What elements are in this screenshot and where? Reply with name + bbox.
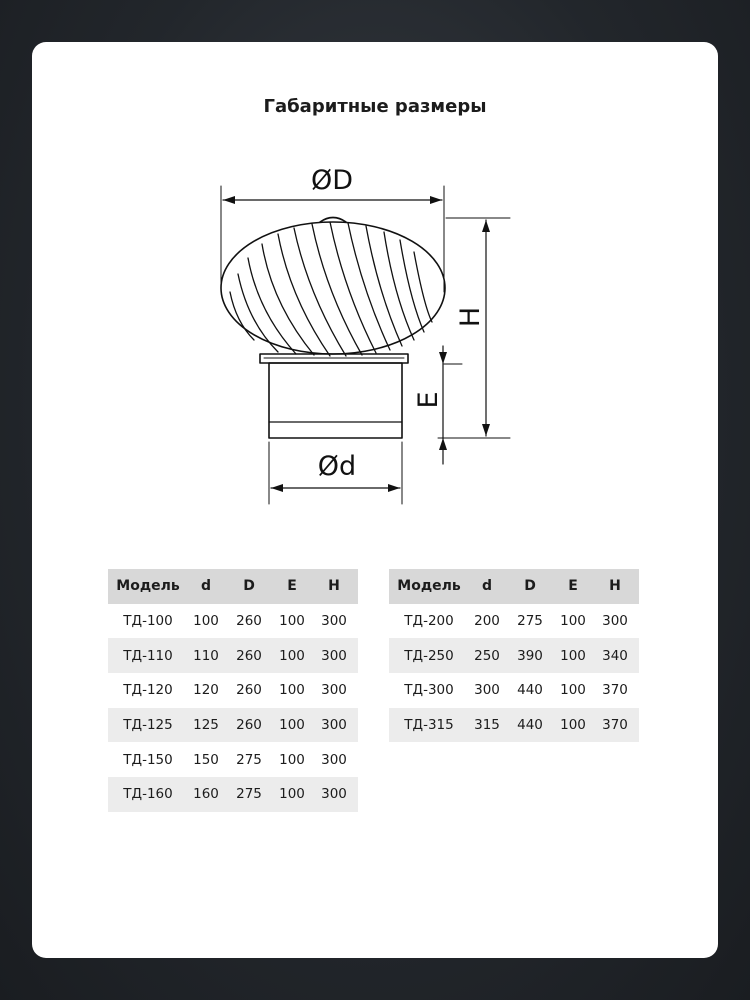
header-H: H xyxy=(609,578,621,595)
cell-d: 150 xyxy=(193,751,219,768)
cell-D: 390 xyxy=(517,647,543,664)
cell-E: 100 xyxy=(279,613,305,630)
cell-d: 250 xyxy=(474,647,500,664)
socket-height-label: E xyxy=(413,391,444,409)
cell-d: 110 xyxy=(193,647,219,664)
cell-D: 260 xyxy=(236,682,262,699)
cell-d: 120 xyxy=(193,682,219,699)
header-model: Модель xyxy=(116,578,180,595)
cell-d: 300 xyxy=(474,682,500,699)
table-row xyxy=(108,777,358,812)
cell-model: ТД-120 xyxy=(123,682,173,699)
cell-d: 315 xyxy=(474,717,500,734)
header-D: D xyxy=(243,578,255,595)
inner-diameter-label: Ød xyxy=(317,451,357,482)
spec-table-left xyxy=(108,569,358,812)
table-row xyxy=(108,708,358,743)
cell-H: 300 xyxy=(321,717,347,734)
table-row xyxy=(389,638,639,673)
header-E: E xyxy=(568,578,578,595)
table-row xyxy=(108,673,358,708)
cell-D: 275 xyxy=(236,786,262,803)
cell-d: 200 xyxy=(474,613,500,630)
cell-model: ТД-150 xyxy=(123,751,173,768)
cell-D: 260 xyxy=(236,613,262,630)
cell-H: 370 xyxy=(602,717,628,734)
table-row xyxy=(108,604,358,639)
cell-model: ТД-100 xyxy=(123,613,173,630)
cell-model: ТД-125 xyxy=(123,717,173,734)
cell-H: 300 xyxy=(321,786,347,803)
cell-E: 100 xyxy=(560,682,586,699)
cell-D: 440 xyxy=(517,717,543,734)
cell-E: 100 xyxy=(279,647,305,664)
cell-H: 300 xyxy=(602,613,628,630)
cell-E: 100 xyxy=(560,613,586,630)
cell-d: 160 xyxy=(193,786,219,803)
cell-D: 260 xyxy=(236,717,262,734)
cell-d: 100 xyxy=(193,613,219,630)
page-title: Габаритные размеры xyxy=(263,96,487,117)
cell-E: 100 xyxy=(279,786,305,803)
cell-D: 440 xyxy=(517,682,543,699)
header-H: H xyxy=(328,578,340,595)
cell-model: ТД-200 xyxy=(404,613,454,630)
header-model: Модель xyxy=(397,578,461,595)
table-header-row xyxy=(389,569,639,604)
table-row xyxy=(108,638,358,673)
cell-model: ТД-315 xyxy=(404,717,454,734)
cell-D: 275 xyxy=(517,613,543,630)
table-header-row xyxy=(108,569,358,604)
spec-table-right xyxy=(389,569,639,742)
table-row xyxy=(389,604,639,639)
cell-E: 100 xyxy=(279,751,305,768)
header-E: E xyxy=(287,578,297,595)
cell-E: 100 xyxy=(279,717,305,734)
turbo-deflector-dimension-drawing xyxy=(32,42,718,542)
header-d: d xyxy=(200,578,212,595)
cell-E: 100 xyxy=(560,717,586,734)
header-d: d xyxy=(481,578,493,595)
cell-H: 300 xyxy=(321,647,347,664)
cell-H: 300 xyxy=(321,682,347,699)
cell-H: 370 xyxy=(602,682,628,699)
header-D: D xyxy=(524,578,536,595)
turbine-blades xyxy=(230,222,432,356)
cell-model: ТД-110 xyxy=(123,647,173,664)
height-label: H xyxy=(455,306,486,328)
outer-diameter-dimension xyxy=(221,186,444,292)
cell-model: ТД-250 xyxy=(404,647,454,664)
cell-E: 100 xyxy=(560,647,586,664)
cell-H: 340 xyxy=(602,647,628,664)
cell-D: 275 xyxy=(236,751,262,768)
cell-E: 100 xyxy=(279,682,305,699)
table-row xyxy=(108,742,358,777)
pipe-socket xyxy=(269,363,402,438)
content-card xyxy=(32,42,718,958)
cell-D: 260 xyxy=(236,647,262,664)
table-row xyxy=(389,708,639,743)
outer-diameter-label: ØD xyxy=(310,165,354,196)
cell-H: 300 xyxy=(321,751,347,768)
cell-d: 125 xyxy=(193,717,219,734)
cell-model: ТД-300 xyxy=(404,682,454,699)
cell-model: ТД-160 xyxy=(123,786,173,803)
cell-H: 300 xyxy=(321,613,347,630)
table-row xyxy=(389,673,639,708)
